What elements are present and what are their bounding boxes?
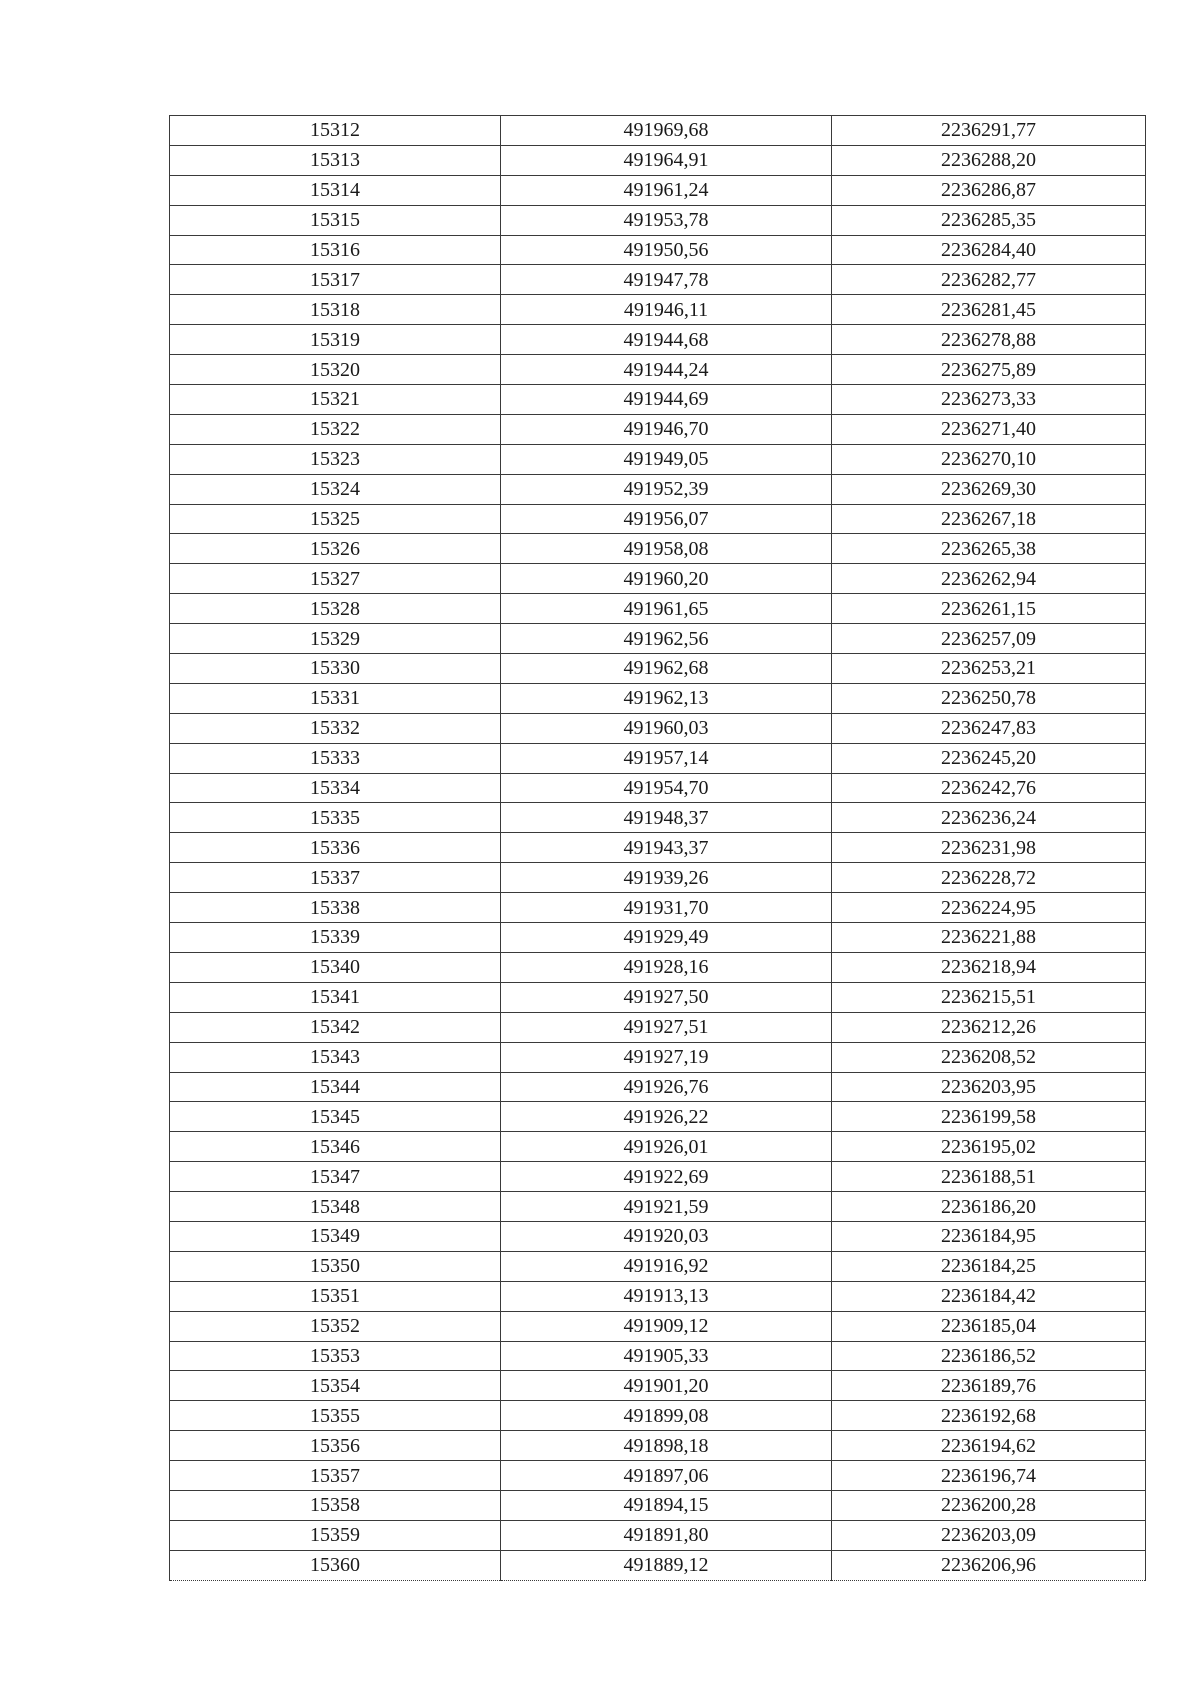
y-coordinate-cell: 2236188,51	[832, 1162, 1146, 1192]
x-coordinate-cell: 491927,50	[501, 982, 832, 1012]
table-row	[170, 414, 1146, 444]
point-number-cell: 15343	[170, 1042, 501, 1072]
y-coordinate-cell: 2236286,87	[832, 175, 1146, 205]
y-coordinate-cell: 2236203,09	[832, 1520, 1146, 1550]
table-row	[170, 833, 1146, 863]
table-row	[170, 1042, 1146, 1072]
y-coordinate-cell: 2236218,94	[832, 952, 1146, 982]
table-row	[170, 145, 1146, 175]
table-row	[170, 504, 1146, 534]
point-number-cell: 15327	[170, 564, 501, 594]
point-number-cell: 15347	[170, 1162, 501, 1192]
table-row	[170, 1461, 1146, 1491]
point-number-cell: 15318	[170, 295, 501, 325]
x-coordinate-cell: 491943,37	[501, 833, 832, 863]
point-number-cell: 15313	[170, 145, 501, 175]
point-number-cell: 15346	[170, 1132, 501, 1162]
y-coordinate-cell: 2236265,38	[832, 534, 1146, 564]
x-coordinate-cell: 491891,80	[501, 1520, 832, 1550]
x-coordinate-cell: 491960,20	[501, 564, 832, 594]
y-coordinate-cell: 2236192,68	[832, 1401, 1146, 1431]
point-number-cell: 15314	[170, 175, 501, 205]
x-coordinate-cell: 491950,56	[501, 235, 832, 265]
point-number-cell: 15354	[170, 1371, 501, 1401]
x-coordinate-cell: 491939,26	[501, 863, 832, 893]
table-row	[170, 982, 1146, 1012]
y-coordinate-cell: 2236199,58	[832, 1102, 1146, 1132]
x-coordinate-cell: 491927,51	[501, 1012, 832, 1042]
point-number-cell: 15321	[170, 385, 501, 415]
x-coordinate-cell: 491898,18	[501, 1431, 832, 1461]
y-coordinate-cell: 2236284,40	[832, 235, 1146, 265]
x-coordinate-cell: 491921,59	[501, 1192, 832, 1222]
table-row	[170, 1102, 1146, 1132]
point-number-cell: 15330	[170, 654, 501, 684]
table-row	[170, 175, 1146, 205]
point-number-cell: 15338	[170, 893, 501, 923]
point-number-cell: 15357	[170, 1461, 501, 1491]
point-number-cell: 15351	[170, 1281, 501, 1311]
y-coordinate-cell: 2236184,42	[832, 1281, 1146, 1311]
x-coordinate-cell: 491889,12	[501, 1550, 832, 1580]
x-coordinate-cell: 491926,22	[501, 1102, 832, 1132]
x-coordinate-cell: 491913,13	[501, 1281, 832, 1311]
y-coordinate-cell: 2236189,76	[832, 1371, 1146, 1401]
y-coordinate-cell: 2236242,76	[832, 773, 1146, 803]
x-coordinate-cell: 491927,19	[501, 1042, 832, 1072]
x-coordinate-cell: 491901,20	[501, 1371, 832, 1401]
table-row	[170, 893, 1146, 923]
point-number-cell: 15319	[170, 325, 501, 355]
point-number-cell: 15341	[170, 982, 501, 1012]
y-coordinate-cell: 2236257,09	[832, 624, 1146, 654]
table-row	[170, 1371, 1146, 1401]
y-coordinate-cell: 2236186,52	[832, 1341, 1146, 1371]
x-coordinate-cell: 491944,24	[501, 355, 832, 385]
x-coordinate-cell: 491929,49	[501, 923, 832, 953]
y-coordinate-cell: 2236196,74	[832, 1461, 1146, 1491]
table-row	[170, 594, 1146, 624]
point-number-cell: 15345	[170, 1102, 501, 1132]
y-coordinate-cell: 2236250,78	[832, 683, 1146, 713]
table-row	[170, 1490, 1146, 1520]
x-coordinate-cell: 491947,78	[501, 265, 832, 295]
point-number-cell: 15344	[170, 1072, 501, 1102]
y-coordinate-cell: 2236215,51	[832, 982, 1146, 1012]
point-number-cell: 15358	[170, 1490, 501, 1520]
coordinates-table-body	[170, 116, 1146, 1581]
point-number-cell: 15320	[170, 355, 501, 385]
point-number-cell: 15332	[170, 713, 501, 743]
x-coordinate-cell: 491926,76	[501, 1072, 832, 1102]
x-coordinate-cell: 491954,70	[501, 773, 832, 803]
point-number-cell: 15333	[170, 743, 501, 773]
table-row	[170, 773, 1146, 803]
table-row	[170, 1401, 1146, 1431]
point-number-cell: 15316	[170, 235, 501, 265]
table-row	[170, 743, 1146, 773]
x-coordinate-cell: 491956,07	[501, 504, 832, 534]
table-row	[170, 1162, 1146, 1192]
y-coordinate-cell: 2236262,94	[832, 564, 1146, 594]
point-number-cell: 15340	[170, 952, 501, 982]
point-number-cell: 15334	[170, 773, 501, 803]
table-row	[170, 564, 1146, 594]
table-row	[170, 474, 1146, 504]
y-coordinate-cell: 2236212,26	[832, 1012, 1146, 1042]
y-coordinate-cell: 2236228,72	[832, 863, 1146, 893]
x-coordinate-cell: 491960,03	[501, 713, 832, 743]
x-coordinate-cell: 491952,39	[501, 474, 832, 504]
point-number-cell: 15325	[170, 504, 501, 534]
y-coordinate-cell: 2236282,77	[832, 265, 1146, 295]
x-coordinate-cell: 491922,69	[501, 1162, 832, 1192]
x-coordinate-cell: 491961,24	[501, 175, 832, 205]
y-coordinate-cell: 2236206,96	[832, 1550, 1146, 1580]
point-number-cell: 15337	[170, 863, 501, 893]
table-row	[170, 1012, 1146, 1042]
point-number-cell: 15326	[170, 534, 501, 564]
table-row	[170, 235, 1146, 265]
table-row	[170, 863, 1146, 893]
point-number-cell: 15322	[170, 414, 501, 444]
table-row	[170, 534, 1146, 564]
table-row	[170, 1431, 1146, 1461]
table-row	[170, 1072, 1146, 1102]
y-coordinate-cell: 2236245,20	[832, 743, 1146, 773]
table-row	[170, 1341, 1146, 1371]
table-row	[170, 355, 1146, 385]
x-coordinate-cell: 491962,13	[501, 683, 832, 713]
table-row	[170, 923, 1146, 953]
x-coordinate-cell: 491944,68	[501, 325, 832, 355]
point-number-cell: 15329	[170, 624, 501, 654]
x-coordinate-cell: 491916,92	[501, 1251, 832, 1281]
x-coordinate-cell: 491953,78	[501, 205, 832, 235]
y-coordinate-cell: 2236184,25	[832, 1251, 1146, 1281]
point-number-cell: 15359	[170, 1520, 501, 1550]
table-row	[170, 1281, 1146, 1311]
y-coordinate-cell: 2236236,24	[832, 803, 1146, 833]
point-number-cell: 15335	[170, 803, 501, 833]
y-coordinate-cell: 2236184,95	[832, 1221, 1146, 1251]
x-coordinate-cell: 491899,08	[501, 1401, 832, 1431]
table-row	[170, 205, 1146, 235]
table-row	[170, 325, 1146, 355]
y-coordinate-cell: 2236203,95	[832, 1072, 1146, 1102]
x-coordinate-cell: 491920,03	[501, 1221, 832, 1251]
point-number-cell: 15339	[170, 923, 501, 953]
point-number-cell: 15350	[170, 1251, 501, 1281]
table-row	[170, 654, 1146, 684]
table-row	[170, 1192, 1146, 1222]
y-coordinate-cell: 2236271,40	[832, 414, 1146, 444]
y-coordinate-cell: 2236275,89	[832, 355, 1146, 385]
point-number-cell: 15348	[170, 1192, 501, 1222]
x-coordinate-cell: 491969,68	[501, 116, 832, 146]
y-coordinate-cell: 2236291,77	[832, 116, 1146, 146]
point-number-cell: 15312	[170, 116, 501, 146]
x-coordinate-cell: 491928,16	[501, 952, 832, 982]
table-row	[170, 116, 1146, 146]
point-number-cell: 15315	[170, 205, 501, 235]
y-coordinate-cell: 2236288,20	[832, 145, 1146, 175]
table-row	[170, 444, 1146, 474]
table-row	[170, 1311, 1146, 1341]
x-coordinate-cell: 491946,11	[501, 295, 832, 325]
point-number-cell: 15356	[170, 1431, 501, 1461]
y-coordinate-cell: 2236278,88	[832, 325, 1146, 355]
point-number-cell: 15324	[170, 474, 501, 504]
table-row	[170, 1520, 1146, 1550]
y-coordinate-cell: 2236285,35	[832, 205, 1146, 235]
y-coordinate-cell: 2236273,33	[832, 385, 1146, 415]
y-coordinate-cell: 2236224,95	[832, 893, 1146, 923]
table-row	[170, 295, 1146, 325]
x-coordinate-cell: 491962,68	[501, 654, 832, 684]
y-coordinate-cell: 2236194,62	[832, 1431, 1146, 1461]
x-coordinate-cell: 491958,08	[501, 534, 832, 564]
point-number-cell: 15349	[170, 1221, 501, 1251]
x-coordinate-cell: 491944,69	[501, 385, 832, 415]
table-row	[170, 1221, 1146, 1251]
point-number-cell: 15317	[170, 265, 501, 295]
table-row	[170, 1251, 1146, 1281]
point-number-cell: 15328	[170, 594, 501, 624]
table-row	[170, 385, 1146, 415]
y-coordinate-cell: 2236208,52	[832, 1042, 1146, 1072]
y-coordinate-cell: 2236253,21	[832, 654, 1146, 684]
table-row	[170, 1132, 1146, 1162]
point-number-cell: 15331	[170, 683, 501, 713]
table-row	[170, 265, 1146, 295]
x-coordinate-cell: 491926,01	[501, 1132, 832, 1162]
y-coordinate-cell: 2236195,02	[832, 1132, 1146, 1162]
table-row	[170, 713, 1146, 743]
x-coordinate-cell: 491962,56	[501, 624, 832, 654]
point-number-cell: 15352	[170, 1311, 501, 1341]
point-number-cell: 15355	[170, 1401, 501, 1431]
y-coordinate-cell: 2236267,18	[832, 504, 1146, 534]
y-coordinate-cell: 2236221,88	[832, 923, 1146, 953]
x-coordinate-cell: 491897,06	[501, 1461, 832, 1491]
coordinates-table	[169, 115, 1146, 1581]
y-coordinate-cell: 2236200,28	[832, 1490, 1146, 1520]
x-coordinate-cell: 491894,15	[501, 1490, 832, 1520]
x-coordinate-cell: 491961,65	[501, 594, 832, 624]
table-row	[170, 803, 1146, 833]
y-coordinate-cell: 2236247,83	[832, 713, 1146, 743]
x-coordinate-cell: 491948,37	[501, 803, 832, 833]
x-coordinate-cell: 491949,05	[501, 444, 832, 474]
table-row	[170, 624, 1146, 654]
y-coordinate-cell: 2236269,30	[832, 474, 1146, 504]
y-coordinate-cell: 2236270,10	[832, 444, 1146, 474]
point-number-cell: 15336	[170, 833, 501, 863]
x-coordinate-cell: 491905,33	[501, 1341, 832, 1371]
y-coordinate-cell: 2236261,15	[832, 594, 1146, 624]
y-coordinate-cell: 2236281,45	[832, 295, 1146, 325]
x-coordinate-cell: 491964,91	[501, 145, 832, 175]
point-number-cell: 15323	[170, 444, 501, 474]
point-number-cell: 15353	[170, 1341, 501, 1371]
y-coordinate-cell: 2236185,04	[832, 1311, 1146, 1341]
table-row	[170, 952, 1146, 982]
y-coordinate-cell: 2236186,20	[832, 1192, 1146, 1222]
x-coordinate-cell: 491957,14	[501, 743, 832, 773]
x-coordinate-cell: 491909,12	[501, 1311, 832, 1341]
point-number-cell: 15342	[170, 1012, 501, 1042]
point-number-cell: 15360	[170, 1550, 501, 1580]
x-coordinate-cell: 491931,70	[501, 893, 832, 923]
table-row	[170, 683, 1146, 713]
table-row	[170, 1550, 1146, 1580]
y-coordinate-cell: 2236231,98	[832, 833, 1146, 863]
x-coordinate-cell: 491946,70	[501, 414, 832, 444]
